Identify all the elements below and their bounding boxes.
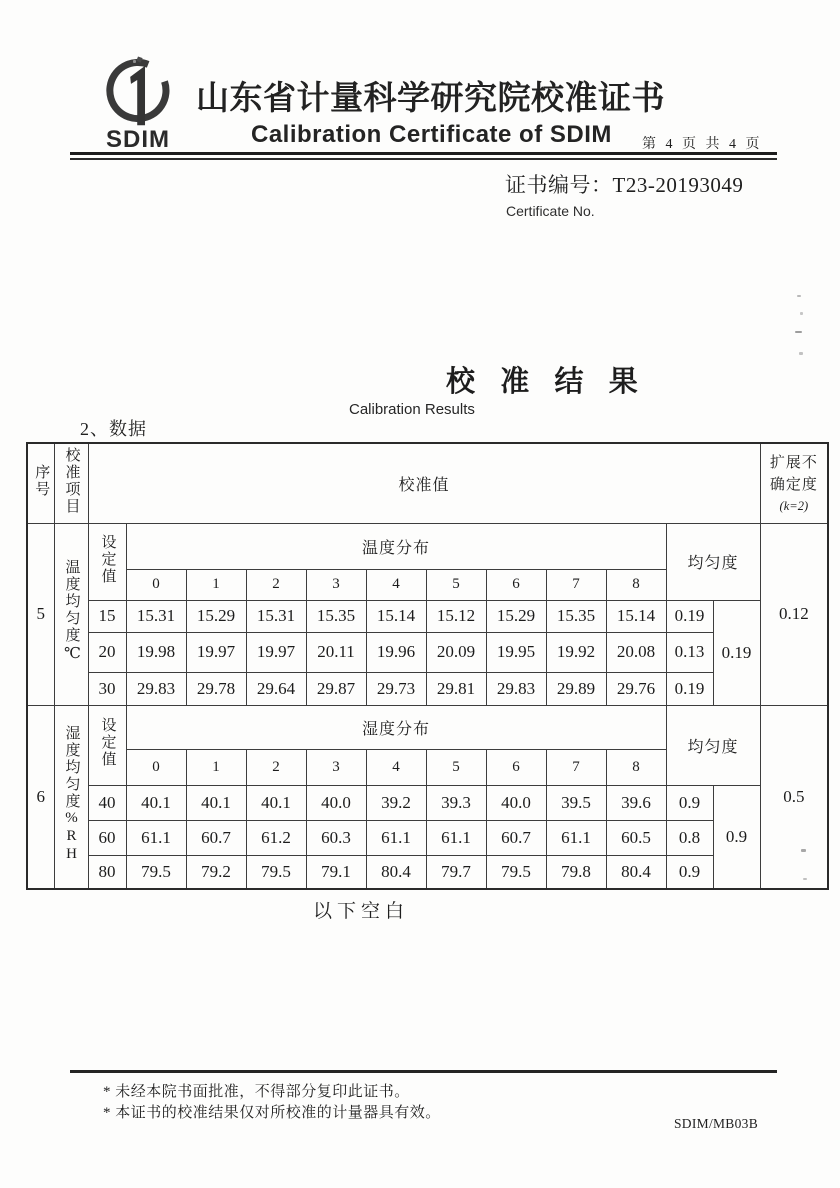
- data-cell: 61.1: [426, 820, 486, 855]
- data-cell: 20.09: [426, 632, 486, 672]
- data-cell: 60.7: [186, 820, 246, 855]
- uniformity-header: 均匀度: [666, 705, 760, 785]
- data-cell: 61.2: [246, 820, 306, 855]
- set-value-header-label: 设定值: [99, 533, 116, 585]
- data-cell: 29.89: [546, 672, 606, 705]
- data-cell: 79.2: [186, 855, 246, 889]
- data-cell: 79.7: [426, 855, 486, 889]
- data-cell: 19.95: [486, 632, 546, 672]
- position-header-cell: 0: [126, 749, 186, 785]
- uncertainty-header-label: 扩展不确定度: [769, 455, 818, 493]
- section-seq: 5: [27, 523, 54, 705]
- position-header-cell: 1: [186, 569, 246, 600]
- overall-uniformity-cell: 0.9: [713, 785, 760, 889]
- data-cell: 79.5: [246, 855, 306, 889]
- scan-artifact: [133, 60, 136, 63]
- data-cell: 79.5: [486, 855, 546, 889]
- set-value-cell: 15: [88, 600, 126, 632]
- set-value-cell: 80: [88, 855, 126, 889]
- section-item-label: 湿度均匀度%RH: [63, 724, 80, 864]
- data-cell: 40.0: [306, 785, 366, 820]
- data-cell: 29.73: [366, 672, 426, 705]
- data-cell: 39.5: [546, 785, 606, 820]
- set-value-cell: 60: [88, 820, 126, 855]
- data-cell: 20.08: [606, 632, 666, 672]
- distribution-header: 温度分布: [126, 523, 666, 569]
- data-cell: 80.4: [366, 855, 426, 889]
- position-header-cell: 6: [486, 749, 546, 785]
- data-cell: 40.1: [246, 785, 306, 820]
- col-header-seq: [27, 443, 54, 523]
- scan-artifact: [797, 295, 801, 297]
- position-header-cell: 7: [546, 569, 606, 600]
- uniformity-header: 均匀度: [666, 523, 760, 600]
- footnote: * 本证书的校准结果仅对所校准的计量器具有效。: [103, 1105, 441, 1121]
- position-header-cell: 8: [606, 569, 666, 600]
- position-header-cell: 5: [426, 569, 486, 600]
- data-cell: 15.29: [486, 600, 546, 632]
- data-cell: 15.35: [306, 600, 366, 632]
- data-section-label: 2、数据: [80, 419, 147, 439]
- scan-artifact: [795, 331, 802, 333]
- data-cell: 39.2: [366, 785, 426, 820]
- scan-artifact: [800, 312, 803, 315]
- data-cell: 40.0: [486, 785, 546, 820]
- section-item: [54, 523, 88, 705]
- position-header-cell: 2: [246, 569, 306, 600]
- col-header-item: [54, 443, 88, 523]
- section-seq: 6: [27, 705, 54, 889]
- row-uniformity-cell: 0.13: [666, 632, 713, 672]
- data-cell: 15.14: [606, 600, 666, 632]
- uncertainty-k-label: (k=2): [779, 498, 809, 513]
- data-cell: 29.87: [306, 672, 366, 705]
- set-value-header: [88, 523, 126, 600]
- expanded-uncertainty-cell: 0.12: [760, 523, 828, 705]
- set-value-header-label: 设定值: [99, 717, 116, 768]
- data-cell: 39.3: [426, 785, 486, 820]
- data-cell: 15.14: [366, 600, 426, 632]
- data-cell: 15.29: [186, 600, 246, 632]
- data-cell: 19.97: [246, 632, 306, 672]
- data-cell: 60.7: [486, 820, 546, 855]
- data-cell: 29.78: [186, 672, 246, 705]
- set-value-header: [88, 705, 126, 785]
- row-uniformity-cell: 0.8: [666, 820, 713, 855]
- position-header-cell: 4: [366, 749, 426, 785]
- certificate-number: 证书编号：T23-20193049: [505, 173, 744, 197]
- row-uniformity-cell: 0.9: [666, 855, 713, 889]
- row-uniformity-cell: 0.19: [666, 600, 713, 632]
- set-value-cell: 30: [88, 672, 126, 705]
- data-cell: 40.1: [126, 785, 186, 820]
- data-cell: 19.98: [126, 632, 186, 672]
- data-cell: 15.31: [126, 600, 186, 632]
- sdim-logo: [96, 56, 180, 154]
- row-uniformity-cell: 0.19: [666, 672, 713, 705]
- col-header-item-label: 校准项目: [63, 446, 80, 515]
- distribution-header: 湿度分布: [126, 705, 666, 749]
- position-header-cell: 2: [246, 749, 306, 785]
- data-cell: 61.1: [546, 820, 606, 855]
- data-cell: 29.83: [486, 672, 546, 705]
- col-header-calibration-value: 校准值: [88, 443, 760, 523]
- data-cell: 79.5: [126, 855, 186, 889]
- scan-artifact: [803, 878, 807, 880]
- data-cell: 15.12: [426, 600, 486, 632]
- data-cell: 79.8: [546, 855, 606, 889]
- data-cell: 29.76: [606, 672, 666, 705]
- position-header-cell: 8: [606, 749, 666, 785]
- below-blank-note: 以下空白: [313, 901, 410, 922]
- data-cell: 79.1: [306, 855, 366, 889]
- data-cell: 80.4: [606, 855, 666, 889]
- position-header-cell: 5: [426, 749, 486, 785]
- header-divider: [70, 152, 777, 160]
- certificate-number-caption: Certificate No.: [506, 203, 595, 219]
- data-cell: 39.6: [606, 785, 666, 820]
- set-value-cell: 20: [88, 632, 126, 672]
- header-title-cn: 山东省计量科学研究院校准证书: [196, 81, 665, 117]
- col-header-uncertainty: [760, 443, 828, 523]
- data-cell: 40.1: [186, 785, 246, 820]
- overall-uniformity-cell: 0.19: [713, 600, 760, 705]
- position-header-cell: 1: [186, 749, 246, 785]
- data-cell: 15.31: [246, 600, 306, 632]
- footer-divider: [70, 1070, 777, 1073]
- results-title-en: Calibration Results: [349, 401, 475, 418]
- section-item-label: 温度均匀度℃: [63, 559, 80, 664]
- row-uniformity-cell: 0.9: [666, 785, 713, 820]
- results-title-cn: 校 准 结 果: [446, 366, 647, 398]
- position-header-cell: 7: [546, 749, 606, 785]
- data-cell: 60.3: [306, 820, 366, 855]
- data-cell: 61.1: [366, 820, 426, 855]
- data-cell: 20.11: [306, 632, 366, 672]
- sdim-logo-text: SDIM: [106, 126, 170, 153]
- data-cell: 19.96: [366, 632, 426, 672]
- col-header-seq-label: 序号: [33, 463, 50, 498]
- expanded-uncertainty-cell: 0.5: [760, 705, 828, 889]
- data-cell: 60.5: [606, 820, 666, 855]
- position-header-cell: 0: [126, 569, 186, 600]
- set-value-cell: 40: [88, 785, 126, 820]
- sdim-logo-icon: [99, 56, 177, 132]
- position-header-cell: 3: [306, 749, 366, 785]
- calibration-results-table: [26, 442, 829, 890]
- data-cell: 29.81: [426, 672, 486, 705]
- section-item: [54, 705, 88, 889]
- data-cell: 61.1: [126, 820, 186, 855]
- form-code: SDIM/MB03B: [674, 1116, 759, 1131]
- position-header-cell: 3: [306, 569, 366, 600]
- data-cell: 19.92: [546, 632, 606, 672]
- position-header-cell: 6: [486, 569, 546, 600]
- scan-artifact: [799, 352, 803, 355]
- data-cell: 19.97: [186, 632, 246, 672]
- scan-artifact: [801, 849, 806, 852]
- data-cell: 29.64: [246, 672, 306, 705]
- footnote: * 未经本院书面批准，不得部分复印此证书。: [103, 1084, 410, 1100]
- page-number-info: 第 4 页 共 4 页: [642, 137, 763, 152]
- data-cell: 15.35: [546, 600, 606, 632]
- header-title-en: Calibration Certificate of SDIM: [251, 121, 612, 148]
- data-cell: 29.83: [126, 672, 186, 705]
- position-header-cell: 4: [366, 569, 426, 600]
